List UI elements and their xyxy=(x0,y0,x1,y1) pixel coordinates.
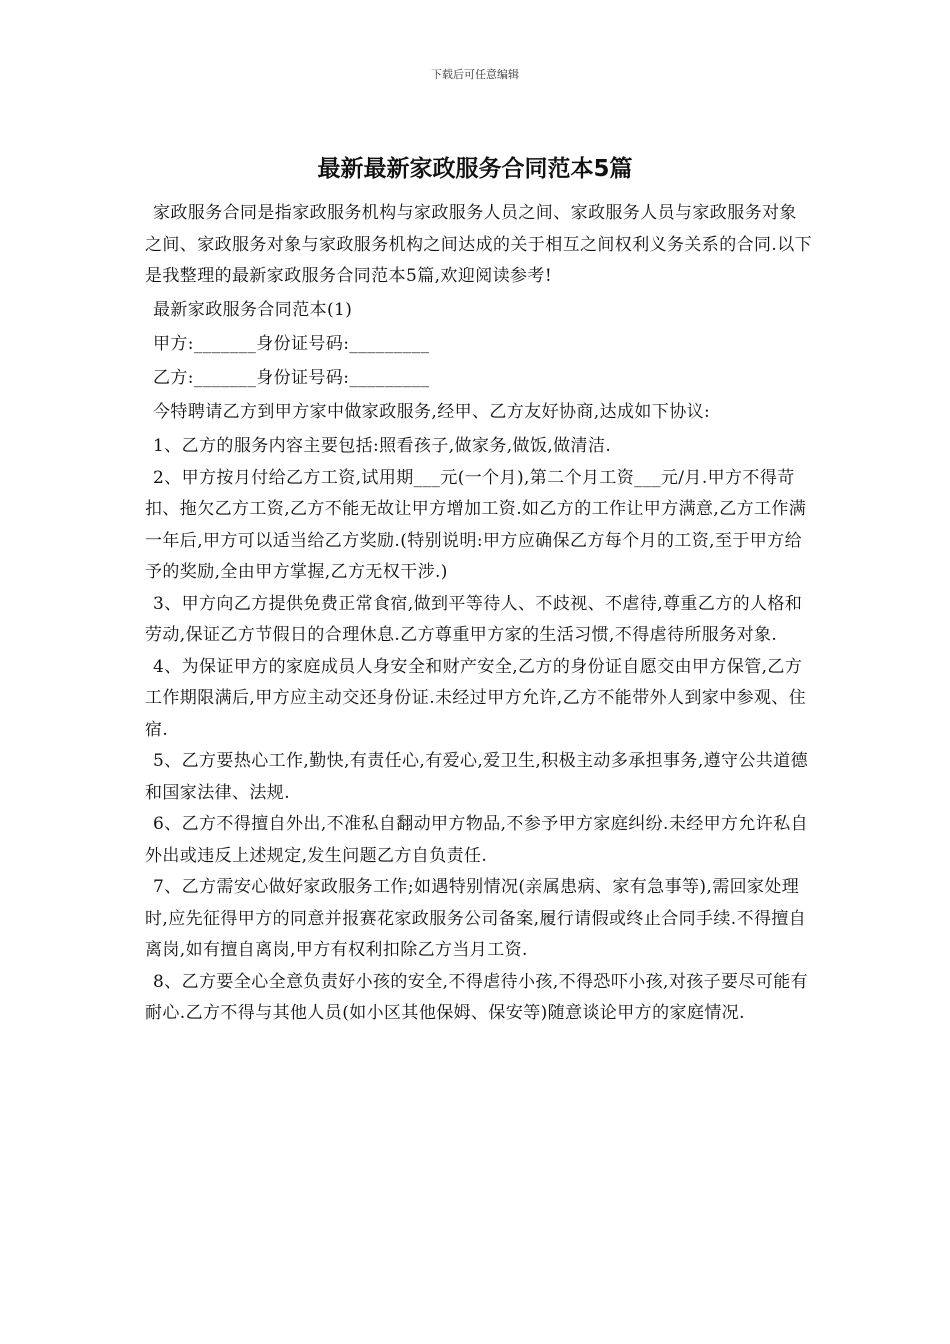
agreement-preamble: 今特聘请乙方到甲方家中做家政服务,经甲、乙方友好协商,达成如下协议: xyxy=(153,401,711,422)
clause-8: 8、乙方要全心全意负责好小孩的安全,不得虐待小孩,不得恐吓小孩,对孩子要尽可能有耐心.乙方不得与其他人员(如小区其他保姆、保安等)随意谈论甲方的家庭情况. xyxy=(145,971,809,1023)
intro-paragraph: 家政服务合同是指家政服务机构与家政服务人员之间、家政服务人员与家政服务对象之间、家政服务对象与家政服务机构之间达成的关于相互之间权利义务关系的合同.以下是我整理的最新家政服务合同范本5篇,欢迎阅读参考! xyxy=(145,203,813,286)
header-note: 下载后可任意编辑 xyxy=(431,68,519,81)
clause-4: 4、为保证甲方的家庭成员人身安全和财产安全,乙方的身份证自愿交由甲方保管,乙方工作期限满后,甲方应主动交还身份证.未经过甲方允许,乙方不能带外人到家中参观、住宿. xyxy=(145,656,807,740)
section-heading: 最新家政服务合同范本(1) xyxy=(153,299,353,320)
document-title: 最新最新家政服务合同范本5篇 xyxy=(317,156,633,182)
clause-1: 1、乙方的服务内容主要包括:照看孩子,做家务,做饭,做清洁. xyxy=(153,435,612,456)
clause-5: 5、乙方要热心工作,勤快,有责任心,有爱心,爱卫生,积极主动多承担事务,遵守公共道德和国家法律、法规. xyxy=(145,751,809,803)
party-b-line: 乙方:_______身份证号码:_________ xyxy=(153,367,430,388)
party-a-line: 甲方:_______身份证号码:_________ xyxy=(153,333,430,354)
clause-3: 3、甲方向乙方提供免费正常食宿,做到平等待人、不歧视、不虐待,尊重乙方的人格和劳动,保证乙方节假日的合理休息.乙方尊重甲方家的生活习惯,不得虐待所服务对象. xyxy=(145,593,803,645)
clause-2: 2、甲方按月付给乙方工资,试用期___元(一个月),第二个月工资___元/月.甲方不得苛扣、拖欠乙方工资,乙方不能无故让甲方增加工资.如乙方的工作让甲方满意,乙方工作满一年后,甲方可以适当给乙方奖励.(特别说明:甲方应确保乙方每个月的工资,至于甲方给予的奖励,全由甲方掌握,乙方无权干涉.) xyxy=(145,467,807,582)
document-body xyxy=(145,198,813,1030)
clause-6: 6、乙方不得擅自外出,不准私自翻动甲方物品,不参予甲方家庭纠纷.未经甲方允许私自外出或违反上述规定,发生问题乙方自负责任. xyxy=(145,814,809,866)
clause-7: 7、乙方需安心做好家政服务工作;如遇特别情况(亲属患病、家有急事等),需回家处理时,应先征得甲方的同意并报赛花家政服务公司备案,履行请假或终止合同手续.不得擅自离岗,如有擅自离岗,甲方有权利扣除乙方当月工资. xyxy=(145,877,807,960)
